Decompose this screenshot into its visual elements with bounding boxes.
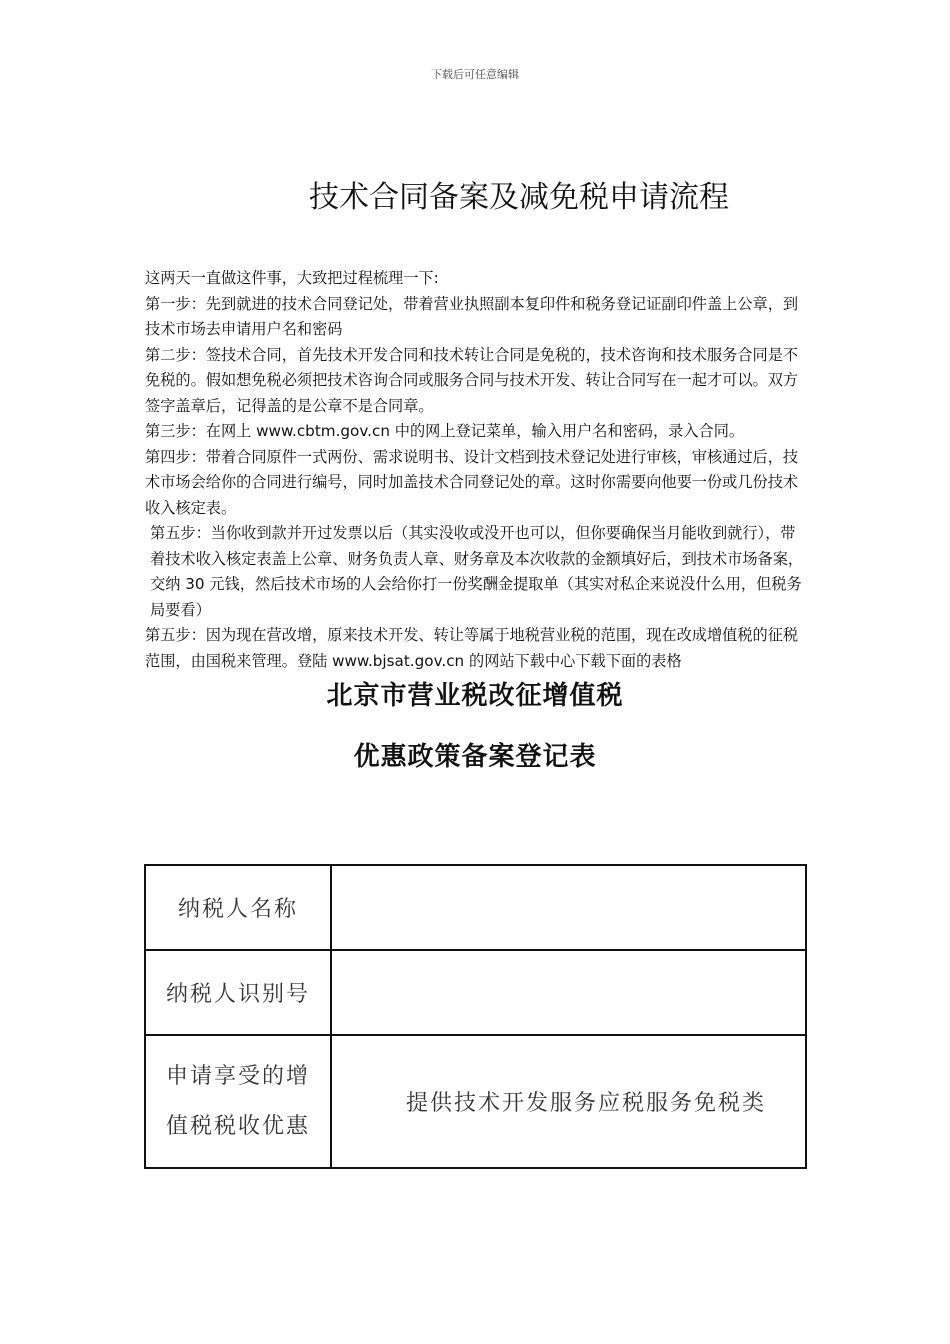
- taxpayer-name-field[interactable]: [331, 865, 806, 950]
- table-row: [145, 1035, 806, 1168]
- paragraph-step-5a: 第五步：当你收到款并开过发票以后（其实没收或没开也可以，但你要确保当月能收到就行），带着技术收入核定表盖上公章、财务负责人章、财务章及本次收款的金额填好后，到技术市场备案，交纳 30 元钱，然后技术市场的人会给你打一份奖酬金提取单（其实对私企来说没什么用，但税务局要看）: [150, 524, 804, 619]
- paragraph-intro: 这两天一直做这件事，大致把过程梳理一下:: [145, 269, 439, 287]
- form-title-line-1: 北京市营业税改征增值税: [326, 681, 624, 711]
- document-title: 技术合同备案及减免税申请流程: [309, 180, 729, 216]
- taxpayer-id-field[interactable]: [331, 950, 806, 1035]
- tax-incentive-field[interactable]: 提供技术开发服务应税服务免税类: [331, 1035, 806, 1168]
- registration-table: [144, 864, 807, 1169]
- table-row: [145, 865, 806, 950]
- paragraph-step-4: 第四步：带着合同原件一式两份、需求说明书、设计文档到技术登记处进行审核，审核通过后，技术市场会给你的合同进行编号，同时加盖技术合同登记处的章。这时你需要向他要一份或几份技术收入核定表。: [145, 447, 799, 517]
- paragraph-step-1: 第一步：先到就进的技术合同登记处，带着营业执照副本复印件和税务登记证副印件盖上公章，到技术市场去申请用户名和密码: [145, 294, 799, 338]
- tax-incentive-label: [145, 1035, 331, 1168]
- paragraph-step-5b: 第五步：因为现在营改增，原来技术开发、转让等属于地税营业税的范围，现在改成增值税的征税范围，由国税来管理。登陆 www.bjsat.gov.cn 的网站下载中心下载下面的表格: [145, 626, 799, 670]
- header-note: 下载后可任意编辑: [431, 68, 519, 81]
- paragraph-step-3: 第三步：在网上 www.cbtm.gov.cn 中的网上登记菜单，输入用户名和密码，录入合同。: [145, 422, 745, 440]
- taxpayer-id-label: 纳税人识别号: [145, 950, 331, 1035]
- body-text: [145, 266, 810, 674]
- tax-incentive-label-line-1: 申请享受的增: [165, 1063, 310, 1089]
- form-title-line-2: 优惠政策备案登记表: [353, 742, 597, 772]
- table-row: [145, 950, 806, 1035]
- paragraph-step-2: 第二步：签技术合同，首先技术开发合同和技术转让合同是免税的，技术咨询和技术服务合同是不免税的。假如想免税必须把技术咨询合同或服务合同与技术开发、转让合同写在一起才可以。双方签字盖章后，记得盖的是公章不是合同章。: [145, 345, 799, 415]
- taxpayer-name-label: 纳税人名称: [145, 865, 331, 950]
- tax-incentive-label-line-2: 值税税收优惠: [165, 1113, 310, 1139]
